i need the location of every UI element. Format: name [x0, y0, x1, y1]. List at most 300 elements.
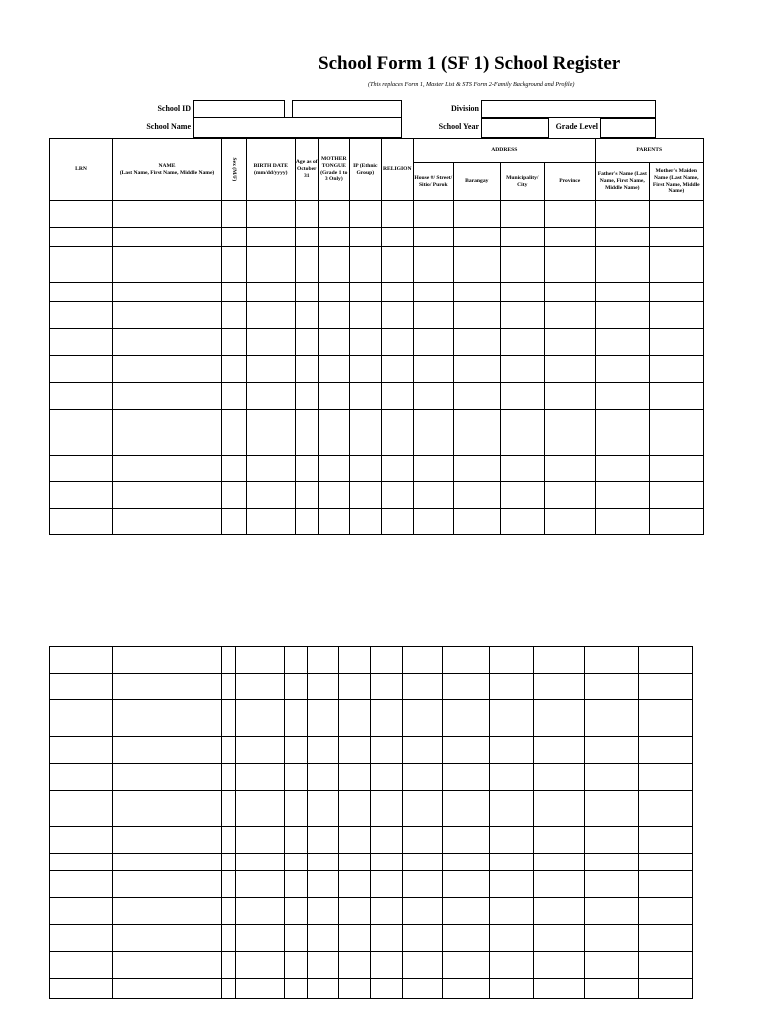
register-cell[interactable]	[585, 737, 639, 764]
register-cell[interactable]	[285, 674, 308, 700]
register-cell[interactable]	[649, 410, 703, 456]
register-cell[interactable]	[295, 302, 318, 329]
register-cell[interactable]	[639, 871, 693, 898]
register-cell[interactable]	[246, 482, 295, 509]
register-cell[interactable]	[371, 898, 403, 925]
register-cell[interactable]	[308, 854, 339, 871]
register-cell[interactable]	[113, 925, 222, 952]
register-cell[interactable]	[113, 791, 222, 827]
register-cell[interactable]	[113, 647, 222, 674]
register-cell[interactable]	[50, 356, 113, 383]
register-cell[interactable]	[113, 979, 222, 999]
school-name-field[interactable]	[193, 117, 402, 138]
register-cell[interactable]	[443, 791, 490, 827]
register-cell[interactable]	[339, 791, 371, 827]
register-cell[interactable]	[371, 764, 403, 791]
register-cell[interactable]	[295, 509, 318, 535]
register-cell[interactable]	[339, 737, 371, 764]
register-cell[interactable]	[246, 201, 295, 228]
register-cell[interactable]	[453, 228, 500, 247]
register-cell[interactable]	[443, 871, 490, 898]
register-cell[interactable]	[50, 482, 113, 509]
register-cell[interactable]	[403, 764, 443, 791]
register-cell[interactable]	[308, 979, 339, 999]
register-cell[interactable]	[222, 482, 247, 509]
register-cell[interactable]	[403, 925, 443, 952]
register-cell[interactable]	[236, 925, 285, 952]
register-cell[interactable]	[113, 247, 222, 283]
register-cell[interactable]	[222, 854, 236, 871]
register-cell[interactable]	[339, 898, 371, 925]
register-cell[interactable]	[50, 791, 113, 827]
register-cell[interactable]	[413, 228, 453, 247]
register-cell[interactable]	[113, 700, 222, 737]
register-cell[interactable]	[308, 925, 339, 952]
register-cell[interactable]	[222, 647, 236, 674]
register-cell[interactable]	[381, 283, 413, 302]
register-cell[interactable]	[639, 700, 693, 737]
register-cell[interactable]	[500, 456, 544, 482]
register-cell[interactable]	[413, 283, 453, 302]
register-cell[interactable]	[544, 509, 595, 535]
register-cell[interactable]	[585, 827, 639, 854]
register-cell[interactable]	[236, 952, 285, 979]
register-cell[interactable]	[222, 410, 247, 456]
register-cell[interactable]	[113, 456, 222, 482]
register-cell[interactable]	[453, 456, 500, 482]
register-cell[interactable]	[318, 410, 349, 456]
register-cell[interactable]	[381, 410, 413, 456]
register-cell[interactable]	[500, 302, 544, 329]
register-cell[interactable]	[443, 764, 490, 791]
register-cell[interactable]	[295, 356, 318, 383]
register-cell[interactable]	[222, 247, 247, 283]
register-cell[interactable]	[443, 674, 490, 700]
register-cell[interactable]	[595, 482, 649, 509]
register-cell[interactable]	[639, 952, 693, 979]
register-cell[interactable]	[113, 827, 222, 854]
register-cell[interactable]	[595, 356, 649, 383]
register-cell[interactable]	[443, 700, 490, 737]
register-cell[interactable]	[285, 871, 308, 898]
register-cell[interactable]	[246, 247, 295, 283]
register-cell[interactable]	[308, 647, 339, 674]
register-cell[interactable]	[403, 700, 443, 737]
register-cell[interactable]	[443, 737, 490, 764]
register-cell[interactable]	[649, 329, 703, 356]
register-cell[interactable]	[453, 482, 500, 509]
register-cell[interactable]	[308, 871, 339, 898]
register-cell[interactable]	[295, 410, 318, 456]
register-cell[interactable]	[295, 201, 318, 228]
register-cell[interactable]	[285, 854, 308, 871]
register-cell[interactable]	[371, 737, 403, 764]
register-cell[interactable]	[318, 383, 349, 410]
register-cell[interactable]	[113, 764, 222, 791]
register-cell[interactable]	[413, 302, 453, 329]
register-cell[interactable]	[285, 952, 308, 979]
register-cell[interactable]	[246, 302, 295, 329]
register-cell[interactable]	[585, 925, 639, 952]
register-cell[interactable]	[490, 737, 534, 764]
register-cell[interactable]	[113, 871, 222, 898]
register-cell[interactable]	[403, 979, 443, 999]
register-cell[interactable]	[113, 201, 222, 228]
register-cell[interactable]	[585, 647, 639, 674]
register-cell[interactable]	[413, 201, 453, 228]
register-cell[interactable]	[222, 302, 247, 329]
register-cell[interactable]	[443, 925, 490, 952]
register-cell[interactable]	[222, 925, 236, 952]
register-cell[interactable]	[649, 356, 703, 383]
register-cell[interactable]	[222, 383, 247, 410]
register-cell[interactable]	[649, 456, 703, 482]
register-cell[interactable]	[308, 674, 339, 700]
register-cell[interactable]	[339, 854, 371, 871]
register-cell[interactable]	[236, 700, 285, 737]
register-cell[interactable]	[236, 854, 285, 871]
register-cell[interactable]	[639, 979, 693, 999]
register-cell[interactable]	[246, 509, 295, 535]
register-cell[interactable]	[490, 952, 534, 979]
register-cell[interactable]	[371, 979, 403, 999]
register-cell[interactable]	[381, 509, 413, 535]
register-cell[interactable]	[413, 509, 453, 535]
register-cell[interactable]	[585, 791, 639, 827]
register-cell[interactable]	[403, 827, 443, 854]
register-cell[interactable]	[500, 356, 544, 383]
register-cell[interactable]	[534, 871, 585, 898]
register-cell[interactable]	[236, 764, 285, 791]
register-cell[interactable]	[413, 247, 453, 283]
register-cell[interactable]	[453, 356, 500, 383]
register-cell[interactable]	[403, 737, 443, 764]
register-cell[interactable]	[339, 674, 371, 700]
register-cell[interactable]	[534, 898, 585, 925]
register-cell[interactable]	[544, 201, 595, 228]
register-cell[interactable]	[453, 329, 500, 356]
register-cell[interactable]	[453, 410, 500, 456]
register-cell[interactable]	[113, 356, 222, 383]
register-cell[interactable]	[113, 898, 222, 925]
school-id-field[interactable]	[193, 100, 285, 118]
register-cell[interactable]	[534, 791, 585, 827]
register-cell[interactable]	[222, 700, 236, 737]
register-cell[interactable]	[639, 674, 693, 700]
register-cell[interactable]	[222, 979, 236, 999]
register-cell[interactable]	[113, 410, 222, 456]
register-cell[interactable]	[349, 201, 381, 228]
register-cell[interactable]	[490, 854, 534, 871]
register-cell[interactable]	[544, 247, 595, 283]
register-cell[interactable]	[371, 791, 403, 827]
register-cell[interactable]	[349, 283, 381, 302]
register-cell[interactable]	[500, 383, 544, 410]
register-cell[interactable]	[339, 979, 371, 999]
register-cell[interactable]	[403, 952, 443, 979]
register-cell[interactable]	[50, 737, 113, 764]
register-cell[interactable]	[534, 674, 585, 700]
register-cell[interactable]	[222, 737, 236, 764]
register-cell[interactable]	[490, 700, 534, 737]
register-cell[interactable]	[490, 827, 534, 854]
register-cell[interactable]	[595, 509, 649, 535]
register-cell[interactable]	[349, 410, 381, 456]
register-cell[interactable]	[285, 925, 308, 952]
register-cell[interactable]	[246, 456, 295, 482]
register-cell[interactable]	[349, 302, 381, 329]
school-year-field[interactable]	[481, 118, 549, 138]
register-cell[interactable]	[222, 228, 247, 247]
register-cell[interactable]	[443, 979, 490, 999]
register-cell[interactable]	[285, 791, 308, 827]
register-cell[interactable]	[222, 871, 236, 898]
register-cell[interactable]	[443, 952, 490, 979]
register-cell[interactable]	[595, 302, 649, 329]
register-cell[interactable]	[403, 674, 443, 700]
register-cell[interactable]	[339, 700, 371, 737]
register-cell[interactable]	[413, 482, 453, 509]
register-cell[interactable]	[585, 952, 639, 979]
register-cell[interactable]	[349, 228, 381, 247]
register-cell[interactable]	[639, 827, 693, 854]
register-cell[interactable]	[639, 898, 693, 925]
register-cell[interactable]	[222, 456, 247, 482]
register-cell[interactable]	[308, 952, 339, 979]
register-cell[interactable]	[222, 764, 236, 791]
register-cell[interactable]	[349, 383, 381, 410]
register-cell[interactable]	[318, 247, 349, 283]
register-cell[interactable]	[500, 509, 544, 535]
register-cell[interactable]	[50, 283, 113, 302]
register-cell[interactable]	[453, 283, 500, 302]
register-cell[interactable]	[500, 410, 544, 456]
register-cell[interactable]	[371, 871, 403, 898]
register-cell[interactable]	[308, 700, 339, 737]
register-cell[interactable]	[595, 410, 649, 456]
register-cell[interactable]	[246, 329, 295, 356]
register-cell[interactable]	[318, 201, 349, 228]
register-cell[interactable]	[490, 898, 534, 925]
register-cell[interactable]	[544, 302, 595, 329]
register-cell[interactable]	[534, 700, 585, 737]
register-cell[interactable]	[318, 482, 349, 509]
register-cell[interactable]	[500, 228, 544, 247]
register-cell[interactable]	[318, 356, 349, 383]
division-field[interactable]	[481, 100, 656, 118]
register-cell[interactable]	[339, 647, 371, 674]
register-cell[interactable]	[534, 854, 585, 871]
register-cell[interactable]	[490, 871, 534, 898]
register-cell[interactable]	[371, 854, 403, 871]
register-cell[interactable]	[490, 791, 534, 827]
register-cell[interactable]	[50, 952, 113, 979]
register-cell[interactable]	[113, 329, 222, 356]
register-cell[interactable]	[443, 647, 490, 674]
register-cell[interactable]	[246, 356, 295, 383]
register-cell[interactable]	[639, 791, 693, 827]
register-cell[interactable]	[50, 700, 113, 737]
register-cell[interactable]	[639, 764, 693, 791]
register-cell[interactable]	[50, 979, 113, 999]
register-cell[interactable]	[339, 827, 371, 854]
register-cell[interactable]	[544, 383, 595, 410]
register-cell[interactable]	[285, 979, 308, 999]
register-cell[interactable]	[413, 329, 453, 356]
register-cell[interactable]	[339, 952, 371, 979]
register-cell[interactable]	[295, 482, 318, 509]
register-cell[interactable]	[349, 247, 381, 283]
register-cell[interactable]	[50, 764, 113, 791]
register-cell[interactable]	[413, 383, 453, 410]
register-cell[interactable]	[453, 247, 500, 283]
register-cell[interactable]	[308, 764, 339, 791]
register-cell[interactable]	[649, 302, 703, 329]
register-cell[interactable]	[222, 356, 247, 383]
register-cell[interactable]	[595, 201, 649, 228]
register-cell[interactable]	[222, 201, 247, 228]
register-cell[interactable]	[113, 302, 222, 329]
register-cell[interactable]	[381, 329, 413, 356]
register-cell[interactable]	[318, 329, 349, 356]
register-cell[interactable]	[453, 509, 500, 535]
register-cell[interactable]	[50, 871, 113, 898]
register-cell[interactable]	[544, 283, 595, 302]
register-cell[interactable]	[222, 952, 236, 979]
register-cell[interactable]	[349, 482, 381, 509]
register-cell[interactable]	[595, 329, 649, 356]
register-cell[interactable]	[50, 302, 113, 329]
register-cell[interactable]	[113, 737, 222, 764]
register-cell[interactable]	[443, 898, 490, 925]
register-cell[interactable]	[371, 674, 403, 700]
register-cell[interactable]	[349, 356, 381, 383]
register-cell[interactable]	[585, 898, 639, 925]
register-cell[interactable]	[595, 456, 649, 482]
register-cell[interactable]	[534, 979, 585, 999]
register-cell[interactable]	[381, 482, 413, 509]
register-cell[interactable]	[236, 827, 285, 854]
register-cell[interactable]	[285, 764, 308, 791]
register-cell[interactable]	[595, 247, 649, 283]
register-cell[interactable]	[500, 283, 544, 302]
register-cell[interactable]	[443, 827, 490, 854]
register-cell[interactable]	[222, 898, 236, 925]
register-cell[interactable]	[113, 482, 222, 509]
register-cell[interactable]	[236, 898, 285, 925]
register-cell[interactable]	[222, 283, 247, 302]
register-cell[interactable]	[236, 674, 285, 700]
register-cell[interactable]	[500, 482, 544, 509]
register-cell[interactable]	[649, 283, 703, 302]
register-cell[interactable]	[544, 329, 595, 356]
register-cell[interactable]	[403, 647, 443, 674]
register-cell[interactable]	[236, 871, 285, 898]
register-cell[interactable]	[403, 854, 443, 871]
register-cell[interactable]	[490, 764, 534, 791]
register-cell[interactable]	[50, 854, 113, 871]
register-cell[interactable]	[585, 674, 639, 700]
register-cell[interactable]	[339, 871, 371, 898]
register-cell[interactable]	[595, 228, 649, 247]
register-cell[interactable]	[50, 647, 113, 674]
register-cell[interactable]	[381, 383, 413, 410]
register-cell[interactable]	[649, 482, 703, 509]
register-cell[interactable]	[403, 898, 443, 925]
register-cell[interactable]	[236, 737, 285, 764]
register-cell[interactable]	[236, 979, 285, 999]
register-cell[interactable]	[585, 764, 639, 791]
register-cell[interactable]	[285, 737, 308, 764]
register-cell[interactable]	[490, 925, 534, 952]
register-cell[interactable]	[381, 201, 413, 228]
register-cell[interactable]	[349, 456, 381, 482]
register-cell[interactable]	[113, 952, 222, 979]
register-cell[interactable]	[318, 456, 349, 482]
register-cell[interactable]	[339, 764, 371, 791]
register-cell[interactable]	[595, 283, 649, 302]
register-cell[interactable]	[236, 791, 285, 827]
register-cell[interactable]	[318, 509, 349, 535]
register-cell[interactable]	[544, 482, 595, 509]
register-cell[interactable]	[413, 456, 453, 482]
register-cell[interactable]	[490, 979, 534, 999]
register-cell[interactable]	[381, 228, 413, 247]
register-cell[interactable]	[50, 247, 113, 283]
register-cell[interactable]	[585, 979, 639, 999]
register-cell[interactable]	[318, 302, 349, 329]
register-cell[interactable]	[500, 329, 544, 356]
register-cell[interactable]	[534, 647, 585, 674]
register-cell[interactable]	[295, 329, 318, 356]
register-cell[interactable]	[413, 356, 453, 383]
register-cell[interactable]	[500, 201, 544, 228]
register-cell[interactable]	[381, 247, 413, 283]
register-cell[interactable]	[222, 329, 247, 356]
register-cell[interactable]	[371, 952, 403, 979]
register-cell[interactable]	[371, 647, 403, 674]
register-cell[interactable]	[381, 356, 413, 383]
register-cell[interactable]	[649, 247, 703, 283]
register-cell[interactable]	[534, 737, 585, 764]
register-cell[interactable]	[308, 898, 339, 925]
register-cell[interactable]	[544, 410, 595, 456]
register-cell[interactable]	[236, 647, 285, 674]
register-cell[interactable]	[50, 509, 113, 535]
register-cell[interactable]	[222, 791, 236, 827]
register-cell[interactable]	[490, 647, 534, 674]
register-cell[interactable]	[113, 509, 222, 535]
register-cell[interactable]	[544, 228, 595, 247]
register-cell[interactable]	[308, 791, 339, 827]
register-cell[interactable]	[295, 456, 318, 482]
register-cell[interactable]	[413, 410, 453, 456]
register-cell[interactable]	[381, 456, 413, 482]
register-cell[interactable]	[113, 674, 222, 700]
register-cell[interactable]	[285, 827, 308, 854]
register-cell[interactable]	[371, 700, 403, 737]
register-cell[interactable]	[534, 764, 585, 791]
register-cell[interactable]	[295, 383, 318, 410]
register-cell[interactable]	[349, 509, 381, 535]
register-cell[interactable]	[403, 791, 443, 827]
register-cell[interactable]	[113, 383, 222, 410]
register-cell[interactable]	[639, 737, 693, 764]
register-cell[interactable]	[534, 952, 585, 979]
register-cell[interactable]	[50, 827, 113, 854]
register-cell[interactable]	[339, 925, 371, 952]
register-cell[interactable]	[544, 456, 595, 482]
